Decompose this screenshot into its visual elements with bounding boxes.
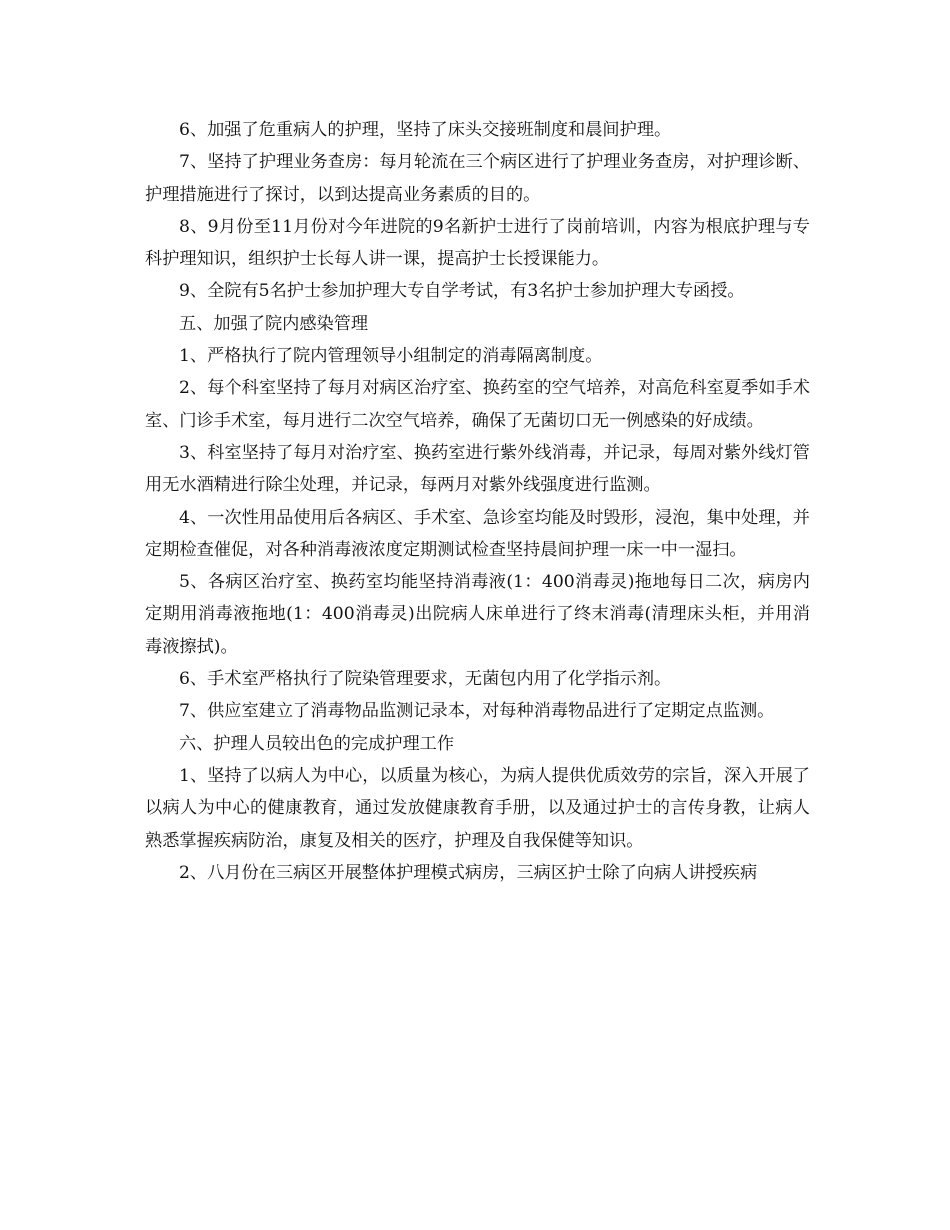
paragraph: 9、全院有5名护士参加护理大专自学考试，有3名护士参加护理大专函授。 — [179, 281, 745, 302]
paragraph: 8、9月份至11月份对今年进院的9名新护士进行了岗前培训，内容为根底护理与专科护理知识，组织护士长每人讲一课，提高护士长授课能力。 — [145, 216, 810, 270]
paragraph: 4、一次性用品使用后各病区、手术室、急诊室均能及时毁形，浸泡，集中处理，并定期检查催促，对各种消毒液浓度定期测试检查坚持晨间护理一床一中一湿扫。 — [145, 507, 810, 560]
paragraph: 7、供应室建立了消毒物品监测记录本，对每种消毒物品进行了定期定点监测。 — [179, 701, 775, 722]
paragraph: 1、严格执行了院内管理领导小组制定的消毒隔离制度。 — [179, 346, 603, 367]
paragraph: 6、手术室严格执行了院染管理要求，无菌包内用了化学指示剂。 — [179, 669, 672, 690]
paragraph: 1、坚持了以病人为中心，以质量为核心，为病人提供优质效劳的宗旨，深入开展了以病人为中心的健康教育，通过发放健康教育手册，以及通过护士的言传身教，让病人熟悉掌握疾病防治，康复及相关的医疗，护理及自我保健等知识。 — [145, 765, 810, 851]
paragraph: 5、各病区治疗室、换药室均能坚持消毒液(1：400消毒灵)拖地每日二次，病房内定期用消毒液拖地(1：400消毒灵)出院病人床单进行了终末消毒(清理床头柜，并用消毒液擦拭)。 — [145, 572, 810, 657]
paragraph: 2、每个科室坚持了每月对病区治疗室、换药室的空气培养，对高危科室夏季如手术室、门诊手术室，每月进行二次空气培养，确保了无菌切口无一例感染的好成绩。 — [145, 378, 810, 431]
paragraph: 3、科室坚持了每月对治疗室、换药室进行紫外线消毒，并记录，每周对紫外线灯管用无水酒精进行除尘处理，并记录，每两月对紫外线强度进行监测。 — [145, 442, 810, 496]
paragraph: 6、加强了危重病人的护理，坚持了床头交接班制度和晨间护理。 — [179, 120, 672, 140]
section-heading: 五、加强了院内感染管理 — [179, 313, 369, 334]
paragraph: 7、坚持了护理业务查房：每月轮流在三个病区进行了护理业务查房，对护理诊断、护理措施进行了探讨，以到达提高业务素质的目的。 — [145, 152, 810, 205]
section-heading: 六、护理人员较出色的完成护理工作 — [179, 733, 455, 754]
paragraph: 2、八月份在三病区开展整体护理模式病房，三病区护士除了向病人讲授疾病 — [179, 862, 758, 883]
document-body — [145, 114, 810, 889]
